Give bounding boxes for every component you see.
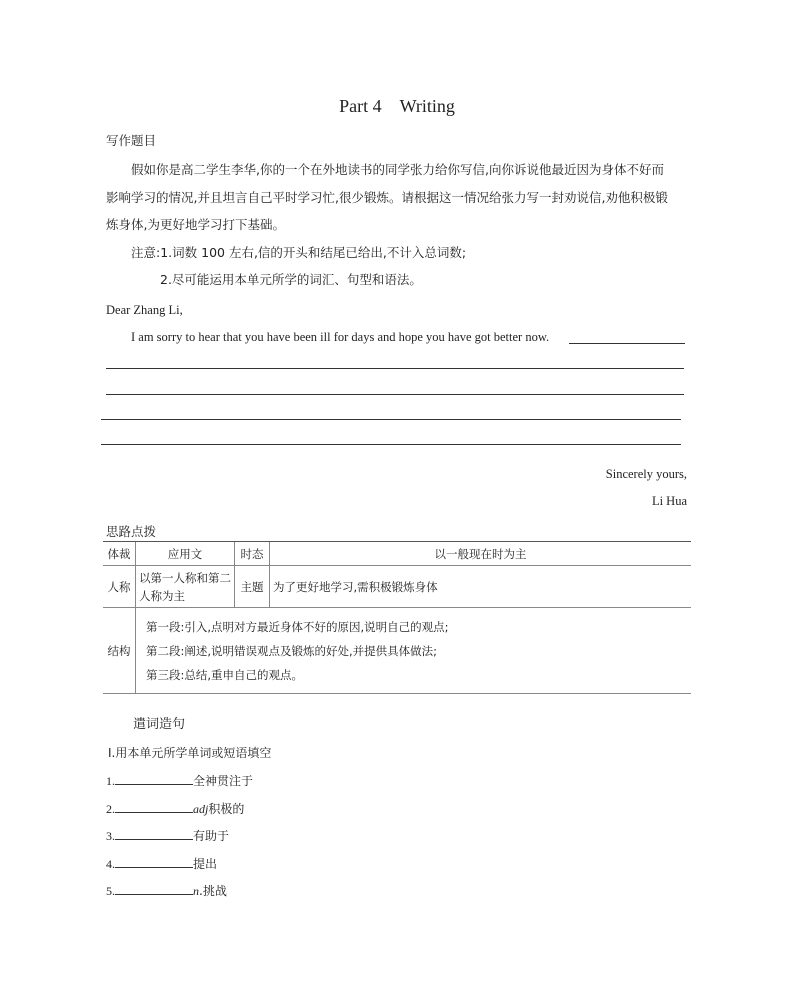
genre-label: 体裁	[103, 542, 136, 566]
blank-field[interactable]	[115, 882, 193, 895]
tense-value: 以一般现在时为主	[270, 542, 692, 566]
prompt-line-3: 炼身体,为更好地学习打下基础。	[106, 217, 285, 232]
genre-value: 应用文	[136, 542, 235, 566]
structure-label: 结构	[103, 608, 136, 694]
structure-value	[136, 608, 692, 694]
item-meaning: 提出	[193, 857, 218, 871]
person-value: 以第一人称和第二人称为主	[136, 566, 235, 608]
item-meaning: .挑战	[199, 884, 227, 898]
exercise-item-5	[106, 882, 227, 899]
answer-line[interactable]	[101, 444, 681, 445]
structure-line-1: 第一段:引入,点明对方最近身体不好的原因,说明自己的观点;	[146, 619, 449, 634]
table-row	[103, 542, 691, 566]
answer-line[interactable]	[569, 343, 685, 344]
letter-opening: I am sorry to hear that you have been ill for days and hope you have got better now.	[131, 330, 550, 344]
exercise-item-4	[106, 855, 217, 872]
item-number: 5.	[106, 884, 115, 898]
tense-label: 时态	[235, 542, 270, 566]
answer-line[interactable]	[106, 394, 684, 395]
part-of-speech: n	[193, 884, 199, 898]
vocab-heading: 遣词造句	[133, 717, 186, 732]
note-2: 2.尽可能运用本单元所学的词汇、句型和语法。	[160, 272, 422, 287]
exercise-item-2	[106, 800, 244, 817]
item-number: 4.	[106, 857, 115, 871]
writing-task-heading: 写作题目	[106, 133, 157, 148]
person-label: 人称	[103, 566, 136, 608]
prompt-line-1: 假如你是高二学生李华,你的一个在外地读书的同学张力给你写信,向你诉说他最近因为身体不好而	[131, 162, 664, 177]
blank-field[interactable]	[115, 855, 193, 868]
item-meaning: 积极的	[208, 802, 245, 816]
blank-field[interactable]	[115, 800, 193, 813]
theme-label: 主题	[235, 566, 270, 608]
thinking-heading: 思路点拨	[106, 524, 157, 539]
item-meaning: 全神贯注于	[193, 774, 254, 788]
exercise-item-1	[106, 772, 253, 789]
page-title: Part 4 Writing	[339, 96, 455, 116]
item-number: 1.	[106, 774, 115, 788]
blank-field[interactable]	[115, 772, 193, 785]
part-of-speech: adj	[193, 802, 209, 816]
letter-salutation: Dear Zhang Li,	[106, 303, 183, 317]
item-number: 3.	[106, 829, 115, 843]
vocab-part-heading: Ⅰ.用本单元所学单词或短语填空	[108, 746, 272, 760]
letter-signature: Li Hua	[651, 494, 687, 508]
answer-line[interactable]	[106, 368, 684, 369]
table-row	[103, 608, 691, 694]
exercise-item-3	[106, 827, 229, 844]
blank-field[interactable]	[115, 827, 193, 840]
structure-line-3: 第三段:总结,重申自己的观点。	[146, 667, 304, 682]
note-1: 注意:1.词数 100 左右,信的开头和结尾已给出,不计入总词数;	[131, 245, 467, 260]
item-number: 2.	[106, 802, 115, 816]
table-row	[103, 566, 691, 608]
letter-closing: Sincerely yours,	[605, 467, 687, 481]
item-meaning: 有助于	[193, 829, 230, 843]
thinking-table	[103, 541, 691, 694]
prompt-line-2: 影响学习的情况,并且坦言自己平时学习忙,很少锻炼。请根据这一情况给张力写一封劝说信,劝他积极锻	[106, 190, 668, 205]
structure-line-2: 第二段:阐述,说明错误观点及锻炼的好处,并提供具体做法;	[146, 643, 438, 658]
answer-line[interactable]	[101, 419, 681, 420]
theme-value: 为了更好地学习,需积极锻炼身体	[270, 566, 692, 608]
